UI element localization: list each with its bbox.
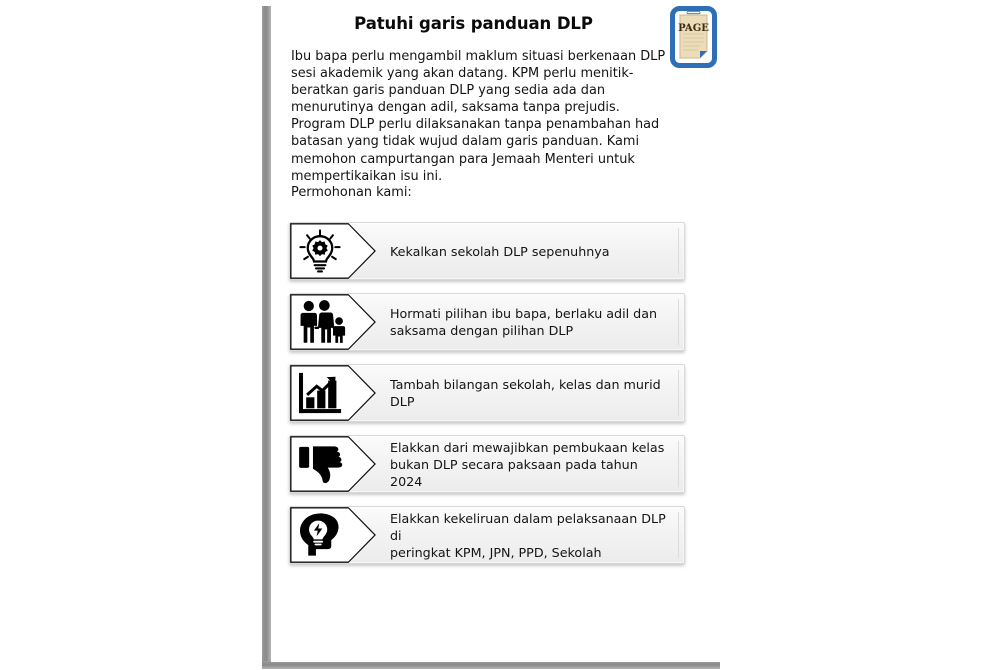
thumbs-down-icon: [297, 443, 349, 485]
list-item[interactable]: [289, 222, 685, 280]
page-badge-label: PAGE: [678, 23, 709, 34]
list-item-line-2: peringkat KPM, JPN, PPD, Sekolah: [390, 544, 602, 560]
list-item-line-1: Tambah bilangan sekolah, kelas dan murid: [390, 377, 661, 392]
list-item-line-2: bukan DLP secara paksaan pada tahun 2024: [390, 456, 638, 489]
card-rail: [678, 512, 679, 558]
card-rail: [678, 299, 679, 345]
card-rail: [678, 441, 679, 487]
icon-container: [290, 223, 376, 279]
list-item[interactable]: [289, 506, 685, 564]
list-item-line-2: DLP: [390, 394, 415, 409]
icon-container: [290, 507, 376, 563]
icon-container: [290, 294, 376, 350]
page-bottom-edge-shadow: [262, 661, 720, 669]
list-item-line-1: Kekalkan sekolah DLP sepenuhnya: [390, 243, 610, 259]
page-document-icon: [670, 6, 717, 68]
list-item-text: [376, 507, 684, 563]
list-item[interactable]: [289, 435, 685, 493]
body-paragraph: Ibu bapa perlu mengambil maklum situasi berkenaan DLP sesi akademik yang akan datang. KPM perlu menitik-beratkan garis panduan DLP yang sedia ada dan menurutinya dengan adil, saksama tanpa prejudis. Program DLP perlu dilaksanakan tanpa penambahan had batasan yang tidak wujud dalam garis panduan. Kami memohon campurtangan para Jemaah Menteri untuk mempertikaikan isu ini.: [291, 49, 666, 184]
icon-container: [290, 365, 376, 421]
lead-in-text: Permohonan kami:: [291, 185, 412, 200]
list-item[interactable]: [289, 293, 685, 351]
card-rail: [678, 370, 679, 416]
card-rail: [678, 228, 679, 274]
document-page: [271, 0, 720, 662]
requests-list: [289, 222, 695, 577]
list-item-line-1: Hormati pilihan ibu bapa, berlaku adil dan: [390, 306, 658, 321]
icon-container: [290, 436, 376, 492]
list-item-text: [376, 223, 684, 279]
bar-chart-growth-icon: [297, 371, 345, 415]
list-item-text: [376, 365, 684, 421]
list-item[interactable]: [289, 364, 685, 422]
list-item-text: [376, 436, 684, 492]
page-title: Patuhi garis panduan DLP: [354, 14, 593, 33]
list-item-line-1: Elakkan kekeliruan dalam pelaksanaan DLP di: [390, 510, 666, 543]
list-item-line-1: Elakkan dari mewajibkan pembukaan kelas: [390, 439, 665, 455]
page-left-edge-shadow: [262, 6, 271, 664]
list-item-line-2: saksama dengan pilihan DLP: [390, 323, 574, 338]
head-lightbulb-icon: [297, 512, 345, 558]
family-icon: [297, 300, 349, 344]
lightbulb-gear-icon: [297, 229, 343, 273]
list-item-text: [376, 294, 684, 350]
